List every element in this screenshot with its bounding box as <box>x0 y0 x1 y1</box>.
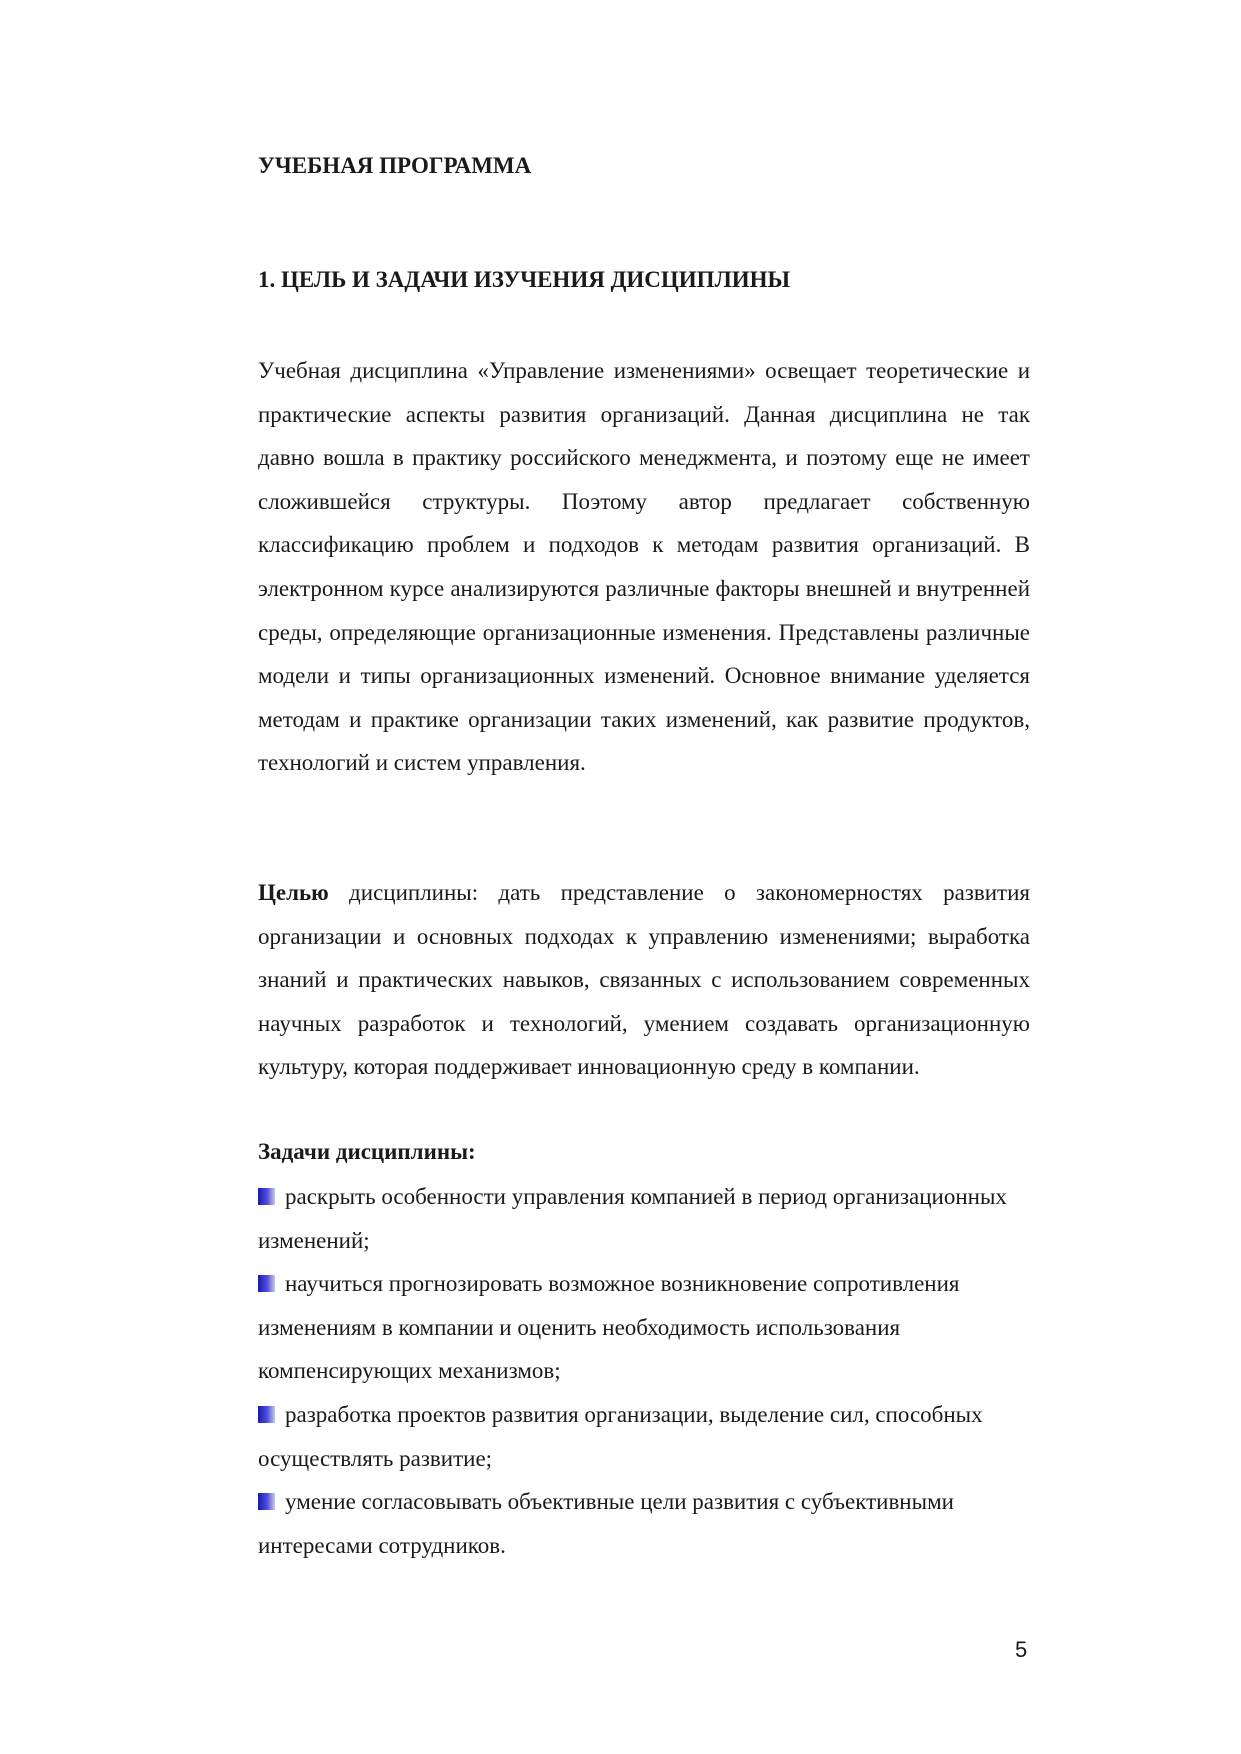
square-bullet-icon <box>258 1493 275 1510</box>
intro-paragraph: Учебная дисциплина «Управление изменениями» освещает теоретические и практические аспекты развития организаций. Данная дисциплина не так давно вошла в практику российского менеджмента, и поэтому еще не имеет сложившейся структуры. Поэтому автор предлагает собственную классификацию проблем и подходов к методам развития организаций. В электронном курсе анализируются различные факторы внешней и внутренней среды, определяющие организационные изменения. Представлены различные модели и типы организационных изменений. Основное внимание уделяется методам и практике организации таких изменений, как развитие продуктов, технологий и систем управления. <box>258 358 1030 776</box>
document-title: УЧЕБНАЯ ПРОГРАММА <box>258 153 532 178</box>
square-bullet-icon <box>258 1188 275 1205</box>
task-text: научиться прогнозировать возможное возникновение сопротивления изменениям в компании и оценить необходимость использования компенсирующих механизмов; <box>258 1271 960 1384</box>
task-item <box>258 1480 1030 1567</box>
task-text: умение согласовывать объективные цели развития с субъективными интересами сотрудников. <box>258 1489 954 1558</box>
task-item <box>258 1393 1030 1480</box>
goal-text: дисциплины: дать представление о закономерностях развития организации и основных подходах к управлению изменениями; выработка знаний и практических навыков, связанных с использованием современных научных разработок и технологий, умением создавать организационную культуру, которая поддерживает инновационную среду в компании. <box>258 880 1030 1080</box>
task-item <box>258 1262 1030 1393</box>
section-heading: 1. ЦЕЛЬ И ЗАДАЧИ ИЗУЧЕНИЯ ДИСЦИПЛИНЫ <box>258 267 791 292</box>
square-bullet-icon <box>258 1406 275 1423</box>
tasks-list <box>258 1175 1030 1567</box>
task-item <box>258 1175 1030 1262</box>
task-text: разработка проектов развития организации, выделение сил, способных осуществлять развитие; <box>258 1401 983 1471</box>
goal-paragraph <box>258 871 1030 1089</box>
goal-label: Целью <box>258 880 329 905</box>
square-bullet-icon <box>258 1275 275 1292</box>
task-text: раскрыть особенности управления компанией в период организационных изменений; <box>258 1184 1007 1253</box>
page-number: 5 <box>1015 1637 1028 1662</box>
tasks-title: Задачи дисциплины: <box>258 1139 476 1164</box>
